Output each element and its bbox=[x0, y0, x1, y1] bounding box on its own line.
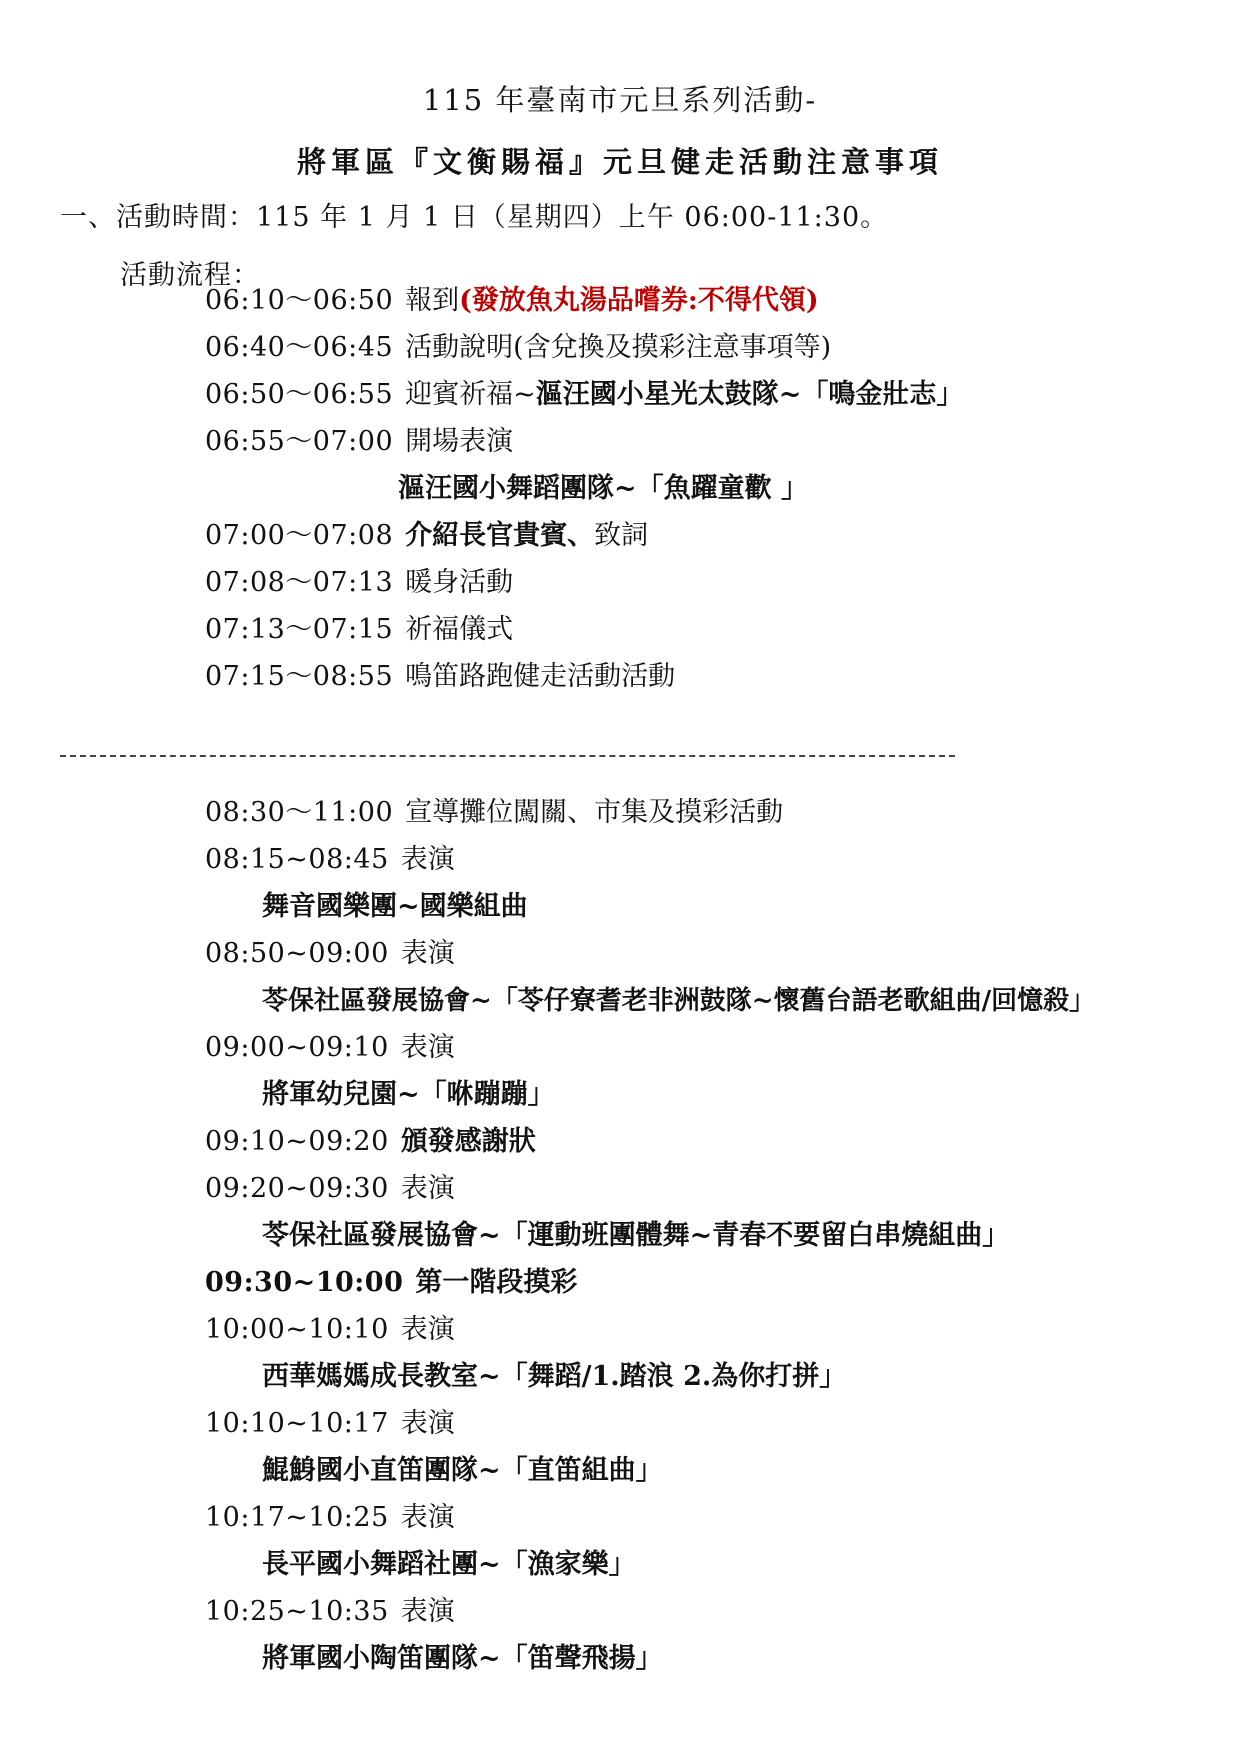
schedule-time: 08:15~08:45 bbox=[205, 844, 389, 875]
schedule-performer: 舞音國樂團~國樂組曲 bbox=[262, 891, 528, 922]
schedule-row bbox=[205, 1125, 536, 1159]
schedule-time: 07:13～07:15 bbox=[205, 614, 394, 645]
schedule-text: 表演 bbox=[400, 1032, 455, 1063]
section-heading-time: 一、活動時間：115 年 1 月 1 日（星期四）上午 06:00-11:30。 bbox=[60, 202, 889, 233]
title-line-1: 115 年臺南市元旦系列活動- bbox=[422, 83, 818, 117]
schedule-row bbox=[205, 1501, 455, 1535]
flow-label: 活動流程： bbox=[120, 260, 260, 291]
schedule-row bbox=[205, 1407, 455, 1441]
schedule-text: 宣導攤位闖關、市集及摸彩活動 bbox=[405, 797, 784, 828]
schedule-text: 表演 bbox=[400, 1173, 455, 1204]
schedule-row bbox=[205, 425, 513, 459]
schedule-row bbox=[205, 660, 675, 694]
schedule-text: 暖身活動 bbox=[405, 567, 514, 598]
schedule-highlight: (發放魚丸湯品嚐券:不得代領) bbox=[459, 285, 819, 316]
schedule-text: 致詞 bbox=[594, 520, 649, 551]
schedule-time: 09:30~10:00 bbox=[205, 1267, 404, 1298]
schedule-time: 10:00~10:10 bbox=[205, 1314, 389, 1345]
schedule-performer: 將軍幼兒園~「咻蹦蹦」 bbox=[262, 1079, 555, 1110]
schedule-row bbox=[205, 843, 455, 877]
schedule-row bbox=[205, 1266, 577, 1300]
schedule-row bbox=[205, 1172, 455, 1206]
schedule-time: 06:50～06:55 bbox=[205, 379, 394, 410]
schedule-text: 報到 bbox=[405, 285, 460, 316]
schedule-text: 活動說明(含兌換及摸彩注意事項等) bbox=[405, 332, 832, 363]
schedule-performer: 鯤鯓國小直笛團隊~「直笛組曲」 bbox=[262, 1455, 663, 1486]
schedule-text: 祈福儀式 bbox=[405, 614, 514, 645]
schedule-row bbox=[205, 331, 831, 365]
schedule-text: 鳴笛路跑健走活動活動 bbox=[405, 661, 676, 692]
schedule-time: 08:50~09:00 bbox=[205, 938, 389, 969]
schedule-bold-text: 第一階段摸彩 bbox=[415, 1267, 578, 1298]
schedule-row bbox=[205, 1313, 455, 1347]
schedule-performer: 將軍國小陶笛團隊~「笛聲飛揚」 bbox=[262, 1643, 663, 1674]
schedule-time: 07:00～07:08 bbox=[205, 520, 394, 551]
schedule-text: 表演 bbox=[400, 1596, 455, 1627]
schedule-text: 表演 bbox=[400, 1314, 455, 1345]
schedule-bold-text: 頒發感謝狀 bbox=[400, 1126, 536, 1157]
schedule-time: 09:20~09:30 bbox=[205, 1173, 389, 1204]
schedule-time: 06:55～07:00 bbox=[205, 426, 394, 457]
schedule-performer: 長平國小舞蹈社團~「漁家樂」 bbox=[262, 1549, 636, 1580]
schedule-text: 表演 bbox=[400, 938, 455, 969]
schedule-time: 06:40～06:45 bbox=[205, 332, 394, 363]
schedule-performer: 漚汪國小星光太鼓隊~「鳴金壯志」 bbox=[535, 379, 964, 410]
schedule-time: 06:10～06:50 bbox=[205, 285, 394, 316]
schedule-text: 表演 bbox=[400, 1408, 455, 1439]
schedule-time: 09:00~09:10 bbox=[205, 1032, 389, 1063]
schedule-time: 08:30～11:00 bbox=[205, 797, 394, 828]
schedule-row bbox=[205, 796, 783, 830]
dashed-divider bbox=[60, 755, 955, 757]
schedule-text: 表演 bbox=[400, 1502, 455, 1533]
schedule-text: 迎賓祈福~ bbox=[405, 379, 536, 410]
schedule-row bbox=[205, 519, 648, 553]
schedule-row bbox=[205, 378, 963, 412]
schedule-text: 開場表演 bbox=[405, 426, 514, 457]
schedule-time: 07:15～08:55 bbox=[205, 661, 394, 692]
schedule-performer: 漚汪國小舞蹈團隊~「魚躍童歡 」 bbox=[398, 473, 809, 504]
schedule-time: 10:10~10:17 bbox=[205, 1408, 389, 1439]
schedule-performer: 苓保社區發展協會~「苓仔寮耆老非洲鼓隊~懷舊台語老歌組曲/回憶殺」 bbox=[262, 986, 1096, 1016]
schedule-row bbox=[205, 566, 513, 600]
schedule-time: 10:25~10:35 bbox=[205, 1596, 389, 1627]
schedule-row bbox=[205, 937, 455, 971]
schedule-row bbox=[205, 613, 513, 647]
schedule-time: 10:17~10:25 bbox=[205, 1502, 389, 1533]
title-line-2: 將軍區『文衡賜福』元旦健走活動注意事項 bbox=[296, 145, 943, 179]
schedule-performer: 苓保社區發展協會~「運動班團體舞~青春不要留白串燒組曲」 bbox=[262, 1220, 1010, 1251]
schedule-time: 07:08～07:13 bbox=[205, 567, 394, 598]
schedule-row bbox=[205, 1595, 455, 1629]
schedule-row bbox=[205, 1031, 455, 1065]
schedule-performer: 西華媽媽成長教室~「舞蹈/1.踏浪 2.為你打拼」 bbox=[262, 1361, 847, 1392]
schedule-time: 09:10~09:20 bbox=[205, 1126, 389, 1157]
schedule-row bbox=[205, 284, 819, 318]
schedule-bold-text: 介紹長官貴賓、 bbox=[405, 520, 595, 551]
schedule-text: 表演 bbox=[400, 844, 455, 875]
